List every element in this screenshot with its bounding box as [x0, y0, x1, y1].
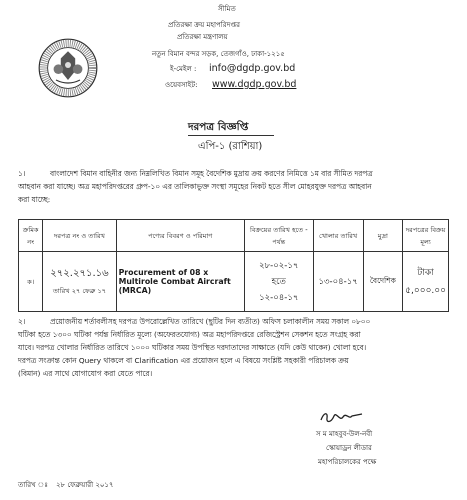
table-row [19, 252, 449, 312]
opening-date-cell: ১৩-০৪-১৭ [313, 252, 363, 312]
tender-date: তারিখ ২৭ ফেব্রু ১৭ [52, 287, 107, 295]
tender-number: ২৭২.২৭১.১৬ [50, 268, 109, 279]
sale-to-word: হতে [271, 276, 286, 287]
col-sale-header: বিক্রয়ের তারিখ হতে - পর্যন্ত [244, 220, 313, 252]
tender-table [18, 219, 449, 312]
date-label: তারিখ ঃ [18, 481, 48, 489]
website-link[interactable]: www.dgdp.gov.bd [212, 79, 297, 90]
price-cell [403, 252, 449, 312]
org-name: প্রতিরক্ষা ক্রয় মহাপরিদপ্তর [168, 21, 240, 29]
col-price-header: দরপত্রের বিক্রয় মূল্য [403, 220, 449, 252]
tender-cell [43, 252, 116, 312]
address: নতুন বিমান বন্দর সড়ক, তেজগাঁও, ঢাকা-১২১৫ [152, 50, 285, 58]
date-value: ২৮ ফেব্রুয়ারী ২০১৭ [56, 481, 114, 489]
email-link[interactable]: info@dgdp.gov.bd [209, 63, 296, 74]
website-label: ওয়েবসাইট: [165, 81, 198, 89]
signature-scribble [318, 408, 366, 428]
signer-rank: স্কোয়াড্রন লীডার [326, 444, 372, 452]
col-currency-header: মুদ্রা [363, 220, 403, 252]
signer-name: স ম মাহবুব-উল-নবী [316, 430, 373, 438]
col-product-header: পণ্যের বিবরণ ও পরিমাণ [116, 220, 244, 252]
para2-number: ২। [18, 317, 26, 326]
notice-subtitle: এপি-১ (রাশিয়া) [198, 141, 263, 152]
dgdp-logo [38, 38, 98, 98]
table-header-row [19, 220, 449, 252]
title-underline [188, 135, 274, 136]
sale-from: ২৮-০২-১৭ [259, 260, 299, 271]
notice-title: দরপত্র বিজ্ঞপ্তি [188, 121, 249, 133]
email-label: ই-মেইল : [170, 65, 197, 73]
para2-line: (বিমান) এর সাথে যোগাযোগ করা যেতে পারে। [18, 369, 153, 378]
product-cell: Procurement of 08 x Multirole Combat Aircraft (MRCA) [116, 252, 244, 312]
para2-line: যাবে। দরপত্র খোলার নির্ধারিত তারিখে ১০০০ ঘটিকার সময় উপস্থিত দরদাতাদের সাক্ষাতে (যদি কেউ থাকেন) খোলা হবে। [18, 343, 367, 352]
seal-text: সীমিত [218, 5, 236, 13]
para1-line: বাংলাদেশ বিমান বাহিনীর জন্য নিম্নলিখিত বিমান সমূহ বৈদেশিক মুদ্রায় ক্রয় করণের নিমিত্তে ১ম বার সীমিত দরপত্র [50, 169, 373, 178]
col-opening-header: খোলার তারিখ [313, 220, 363, 252]
para2-line: প্রয়োজনীয় শর্তাবলীসহ দরপত্র উপরোল্লেখিত তারিখে (ছুটির দিন ব্যতীত) অফিস চলাকালীন সময় সকাল ০৮০০ [50, 317, 371, 326]
para1-line: আহবান করা যাচ্ছে। অত্র মহাপরিদপ্তরের গ্রুপ-১০ এর তালিকাভুক্ত সংস্থা সমূহের নিকট হতে সীল মোহরযুক্ত দরপত্র আহবান [18, 182, 372, 191]
sale-cell [244, 252, 313, 312]
price-value: ৫,০০০.০০ [405, 286, 446, 296]
para2-line: ঘটিকা হতে ১৩০০ ঘটিকা পর্যন্ত নির্ধারিত মূল্যে (অফেরতযোগ্য) অত্র মহাপরিদপ্তরে রেজিস্ট্রেশন সেকশন হতে সংগ্রহ করা [18, 330, 361, 339]
para2-line: দরপত্র সংক্রান্ত কোন Query থাকলে বা Clarification এর প্রয়োজন হলে এ বিষয়ে সংশ্লিষ্ট সহকারী পরিচালক ক্রয় [18, 356, 349, 365]
col-tender-header: দরপত্র নং ও তারিখ [43, 220, 116, 252]
para1-number: ১। [18, 169, 26, 178]
col-serial-header: ক্রমিক নং [19, 220, 43, 252]
signer-on-behalf: মহাপরিচালকের পক্ষে [318, 458, 377, 466]
price-currency: টাকা [417, 268, 434, 278]
serial-cell: ক। [19, 252, 43, 312]
currency-cell: বৈদেশিক [363, 252, 403, 312]
para1-line: করা যাচ্ছে: [18, 195, 51, 204]
sale-to: ১২-০৪-১৭ [259, 292, 299, 303]
ministry-name: প্রতিরক্ষা মন্ত্রণালয় [177, 33, 228, 41]
